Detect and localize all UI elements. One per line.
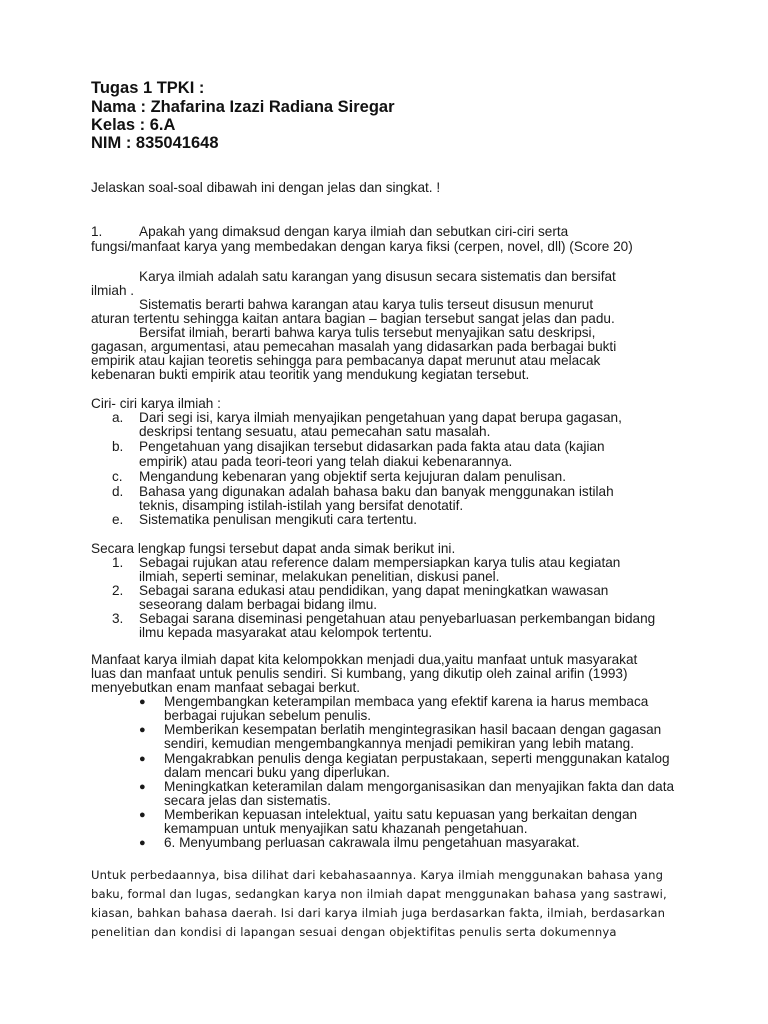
list-marker: d. [112,484,124,499]
ciri-item-line: Dari segi isi, karya ilmiah menyajikan pengetahuan yang dapat berupa gagasan, [139,410,622,425]
definition-line: Bersifat ilmiah, berarti bahwa karya tulis tersebut menyajikan satu deskripsi, [139,325,596,340]
manfaat-item-line: Memberikan kesempatan berlatih mengintegrasikan hasil bacaan dengan gagasan [164,722,662,737]
fungsi-item-line: Sebagai sarana diseminasi pengetahuan atau penyebarluasan perkembangan bidang [139,611,656,626]
list-marker: 1. [112,555,124,570]
definition-line: Karya ilmiah adalah satu karangan yang disusun secara sistematis dan bersifat [139,269,616,284]
bullet-icon: ● [139,724,146,736]
ciri-item-line: Sistematika penulisan mengikuti cara tertentu. [139,512,418,527]
assignment-title: Tugas 1 TPKI : [91,79,205,97]
definition-line: ilmiah . [91,283,135,298]
manfaat-item-line: secara jelas dan sistematis. [164,793,331,808]
manfaat-item-line: kemampuan untuk menyajikan satu khazanah pengetahuan. [164,821,528,836]
manfaat-item-line: Mengakrabkan penulis denga kegiatan perpustakaan, seperti menggunakan katalog [164,751,670,766]
bullet-icon: ● [139,809,146,821]
question-number: 1. [91,224,103,239]
ciri-heading: Ciri- ciri karya ilmiah : [91,396,221,411]
perbedaan-line: Untuk perbedaannya, bisa dilihat dari kebahasaannya. Karya ilmiah menggunakan bahasa yang [91,868,664,882]
perbedaan-line: penelitian dan kondisi di lapangan sesuai dengan objektifitas penulis serta dokumennya [91,925,617,939]
ciri-item-line: Mengandung kebenaran yang objektif serta kejujuran dalam penulisan. [139,469,566,484]
definition-line: Sistematis berarti bahwa karangan atau karya tulis terseut disusun menurut [139,297,594,312]
list-marker: 3. [112,611,124,626]
manfaat-item-line: berbagai rujukan sebelum penulis. [164,708,372,723]
fungsi-item-line: seseorang dalam berbagai bidang ilmu. [139,597,378,612]
manfaat-item-line: Memberikan kepuasan intelektual, yaitu satu kepuasan yang berkaitan dengan [164,807,638,822]
ciri-item-line: teknis, disamping istilah-istilah yang bersifat denotatif. [139,498,464,513]
question-line: Apakah yang dimaksud dengan karya ilmiah dan sebutkan ciri-ciri serta [139,224,569,239]
manfaat-item-line: sendiri, kemudian mengembangkannya menjadi pemikiran yang lebih matang. [164,736,635,751]
student-class: Kelas : 6.A [91,116,176,134]
list-marker: 2. [112,583,124,598]
fungsi-heading: Secara lengkap fungsi tersebut dapat anda simak berikut ini. [91,541,456,556]
ciri-item-line: Bahasa yang digunakan adalah bahasa baku dan banyak menggunakan istilah [139,484,614,499]
manfaat-item-line: Mengembangkan keterampilan membaca yang efektif karena ia harus membaca [164,694,649,709]
ciri-item-line: deskripsi tentang sesuatu, atau pemecahan satu masalah. [139,424,491,439]
bullet-icon: ● [139,781,146,793]
fungsi-item-line: ilmiah, seperti seminar, melakukan penelitian, diskusi panel. [139,569,500,584]
manfaat-intro-line: menyebutkan enam manfaat sebagai berkut. [91,680,361,695]
manfaat-item-line: Meningkatkan keteramilan dalam mengorganisasikan dan menyajikan fakta dan data [164,779,675,794]
bullet-icon: ● [139,696,146,708]
ciri-item-line: Pengetahuan yang disajikan tersebut didasarkan pada fakta atau data (kajian [139,439,605,454]
definition-line: gagasan, argumentasi, atau pemecahan masalah yang didasarkan pada berbagai bukti [91,339,617,354]
question-line: fungsi/manfaat karya yang membedakan dengan karya fiksi (cerpen, novel, dll) (Score 20) [91,239,633,254]
manfaat-item-line: 6. Menyumbang perluasan cakrawala ilmu pengetahuan masyarakat. [164,835,580,850]
bullet-icon: ● [139,837,146,849]
manfaat-intro-line: luas dan manfaat untuk penulis sendiri. Si kumbang, yang dikutip oleh zainal arifin (1993) [91,666,628,681]
ciri-item-line: empirik) atau pada teori-teori yang telah diakui kebenarannya. [139,454,513,469]
student-nim: NIM : 835041648 [91,134,219,152]
list-marker: b. [112,439,124,454]
list-marker: e. [112,512,124,527]
perbedaan-line: kiasan, bahkan bahasa daerah. Isi dari karya ilmiah juga berdasarkan fakta, ilmiah, berdasarkan [91,906,666,920]
bullet-icon: ● [139,753,146,765]
perbedaan-line: baku, formal dan lugas, sedangkan karya non ilmiah dapat menggunakan bahasa yang sastrawi, [91,887,667,901]
instruction-text: Jelaskan soal-soal dibawah ini dengan jelas dan singkat. ! [91,180,441,195]
definition-line: kebenaran bukti empirik atau teoritik yang mendukung kegiatan tersebut. [91,367,530,382]
manfaat-intro-line: Manfaat karya ilmiah dapat kita kelompokkan menjadi dua,yaitu manfaat untuk masyarakat [91,652,638,667]
manfaat-item-line: dalam mencari buku yang diperlukan. [164,765,390,780]
definition-line: aturan tertentu sehingga kaitan antara bagian – bagian tersebut sangat jelas dan padu. [91,311,615,326]
list-marker: c. [112,469,123,484]
fungsi-item-line: Sebagai rujukan atau reference dalam mempersiapkan karya tulis atau kegiatan [139,555,621,570]
list-marker: a. [112,410,124,425]
student-name: Nama : Zhafarina Izazi Radiana Siregar [91,98,395,116]
fungsi-item-line: ilmu kepada masyarakat atau kelompok tertentu. [139,625,433,640]
definition-line: empirik atau kajian teoretis sehingga para pembacanya dapat merunut atau melacak [91,353,601,368]
fungsi-item-line: Sebagai sarana edukasi atau pendidikan, yang dapat meningkatkan wawasan [139,583,609,598]
